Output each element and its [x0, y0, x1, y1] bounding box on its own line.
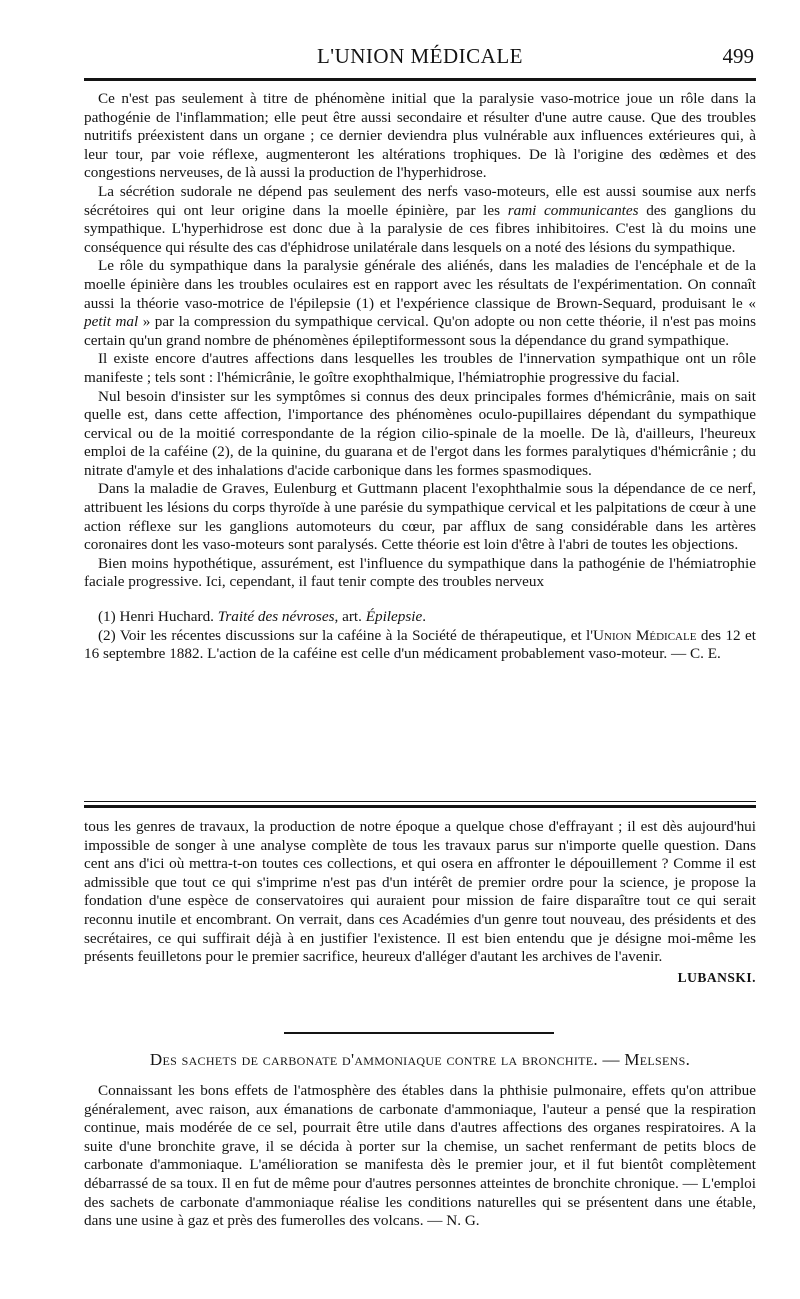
section-divider: [284, 1032, 554, 1034]
paragraph: La sécrétion sudorale ne dépend pas seulement des nerfs vaso-moteurs, elle est aussi soumise aux nerfs sécrétoires qui ont leur origine dans la moelle épinière, par les rami communicantes des ganglions du sympathique. L'hyperhidrose est donc due à la paralysie de ces fibres inhibitoires. C'est là du moins une conséquence qui résulte des cas d'éphidrose unilatérale dans lesquels on a noté des lésions du sympathique.: [84, 182, 756, 256]
feuilleton-text: tous les genres de travaux, la production de notre époque a quelque chose d'effrayant ; il est dès aujourd'hui impossible de songer à une analyse complète de tous les travaux parus sur n'importe quelle question. Dans cent ans d'ici où mettra-t-on toutes ces collections, et qui osera en affronter le dépouillement ? Comme il est admissible que tout ce qui s'imprime n'est pas d'un intérêt de premier ordre pour la science, je propose la fondation d'une espèce de conservatoires qui auraient pour mission de faire disparaître tout ce qui serait reconnu inutile et encombrant. On verrait, dans ces Académies d'un genre tout nouveau, des présidents et des secrétaires, ce qui suffirait déjà à en justifier l'existence. Il est bien entendu que je désigne moi-même les présents feuilletons pour le premier sacrifice, heureux d'alléger d'autant les archives de l'avenir.: [84, 818, 756, 966]
paragraph: Connaissant les bons effets de l'atmosphère des étables dans la phthisie pulmonaire, effets qu'on attribue généralement, avec raison, aux émanations de carbonate d'ammoniaque, l'auteur a pensé que la respiration continue, mais modérée de ce sel, pourrait être utile dans d'autres affections des organes respiratoires. A la suite d'une bronchite grave, il se décida à porter sur la chemise, un sachet renfermant de petits blocs de carbonate d'ammoniaque. L'amélioration se manifesta dès le premier jour, et il fut bientôt complètement débarrassé de sa toux. Il en fut de même pour d'autres personnes atteintes de bronchite chronique. — L'emploi des sachets de carbonate d'ammoniaque réalise les conditions naturelles qui se présentent dans une étable, dans une usine à gaz et près des fumerolles des volcans. — N. G.: [84, 1082, 756, 1230]
header-rule: [84, 78, 756, 81]
article-body: [84, 1082, 756, 1231]
paragraph: Nul besoin d'insister sur les symptômes si connus des deux principales formes d'hémicrânie, mais on sait quelle est, dans cette affection, l'importance des phénomènes oculo-pupillaires dépendant du sympathique cervical ou de la moitié correspondante de la région cilio-spinale de la moelle. De là, d'ailleurs, l'heureux emploi de la caféine (2), de la quinine, du guarana et de l'ergot dans les formes paralytiques d'hémicrânie ; du nitrate d'amyle et des inhalations d'acide carbonique dans les formes spasmodiques.: [84, 387, 756, 479]
paragraph: Dans la maladie de Graves, Eulenburg et Guttmann placent l'exophthalmie sous la dépendance de ce nerf, attribuent les lésions du corps thyroïde à une parésie du sympathique cervical et les palpitations de cœur à une action réflexe sur les ganglions automoteurs du cœur, par afflux de sang considérable dans les artères coronaires dont les vaso-moteurs sont paralysés. Cette théorie est loin d'être à l'abri de toutes les objections.: [84, 480, 756, 554]
feuilleton-body: [84, 818, 756, 987]
running-title: L'UNION MÉDICALE: [316, 44, 523, 68]
footnote: (2) Voir les récentes discussions sur la caféine à la Société de thérapeutique, et l'Union Médicale des 12 et 16 septembre 1882. L'action de la caféine est celle d'un médicament probablement vaso-moteur. — C. E.: [84, 626, 756, 663]
page-header: [84, 40, 756, 70]
feuilleton-rule: [84, 805, 756, 808]
main-article-body: [84, 90, 756, 664]
footnotes: [84, 608, 756, 664]
signature: LUBANSKI.: [677, 969, 756, 985]
footnote: (1) Henri Huchard. Traité des névroses, art. Épilepsie.: [98, 608, 427, 626]
article-title: Des sachets de carbonate d'ammoniaque contre la bronchite. — Melsens.: [149, 1050, 691, 1069]
journal-page: [84, 0, 756, 1299]
paragraph: Bien moins hypothétique, assurément, est l'influence du sympathique dans la pathogénie de l'hémiatrophie faciale progressive. Ici, cependant, il faut tenir compte des troubles nerveux: [84, 554, 756, 591]
page-number: 499: [722, 44, 754, 68]
feuilleton-rule-top: [84, 801, 756, 802]
paragraph: Le rôle du sympathique dans la paralysie générale des aliénés, dans les maladies de l'encéphale et de la moelle épinière dans les troubles oculaires est en rapport avec les résultats de l'expérimentation. On connaît aussi la théorie vaso-motrice de l'épilepsie (1) et l'expérience classique de Brown-Sequard, produisant le « petit mal » par la compression du sympathique cervical. Qu'on adopte ou non cette théorie, il n'est pas moins certain qu'un grand nombre de phénomènes épileptiformessont sous la dépendance du grand sympathique.: [84, 257, 756, 349]
paragraph: Il existe encore d'autres affections dans lesquelles les troubles de l'innervation sympathique ont un rôle manifeste ; tels sont : l'hémicrânie, le goître exophthalmique, l'hémiatrophie progressive du facial.: [84, 350, 756, 386]
paragraph: Ce n'est pas seulement à titre de phénomène initial que la paralysie vaso-motrice joue un rôle dans la pathogénie de l'inflammation; elle peut être aussi secondaire et résulter d'une autre cause. Que des troubles nutritifs préexistent dans un organe ; ce dernier deviendra plus vulnérable aux influences extérieures qui, à leur tour, par voie réflexe, augmenteront les altérations trophiques. De là l'origine des œdèmes et des congestions nerveuses, de là aussi la production de l'hyperhidrose.: [84, 90, 756, 182]
